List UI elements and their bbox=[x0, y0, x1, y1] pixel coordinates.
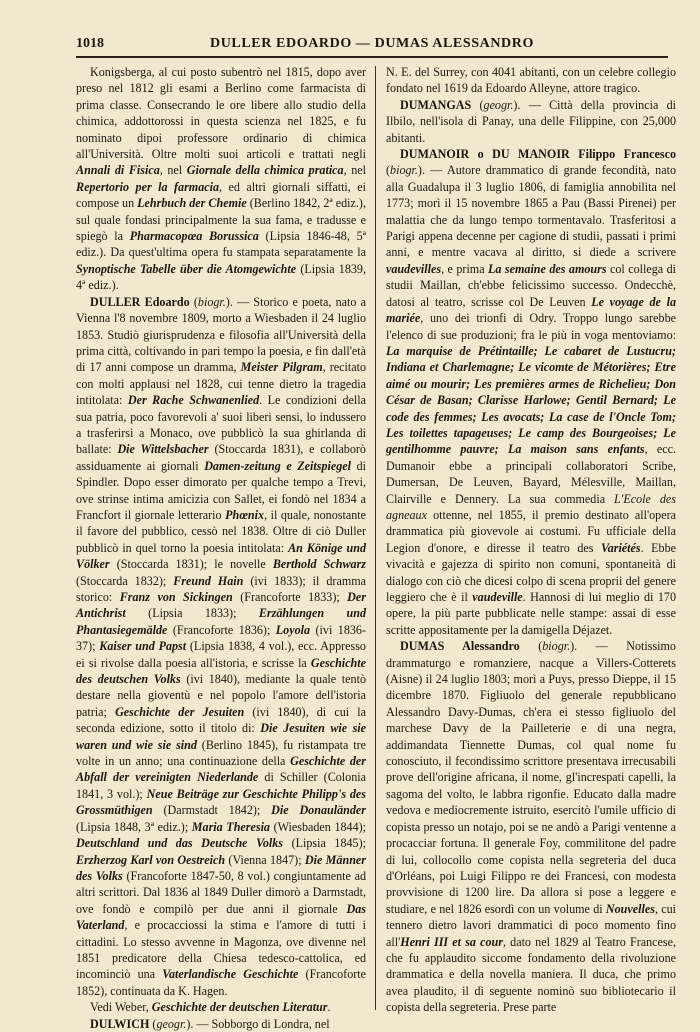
styled-text: Repertorio per la farmacia bbox=[76, 179, 220, 194]
text-run: (Stoccarda 1831), e collaborò assiduamente ai giornali bbox=[76, 442, 366, 473]
styled-text: La semaine des amours bbox=[488, 261, 607, 276]
styled-text: Nouvelles bbox=[605, 901, 655, 916]
text-run: Konigsberga, al cui posto subentrò nel 1815, dopo aver preso nel 1812 gli esami a Berlino come farmacista di prima classe. Consecrando le ore libere allo studio della chimica, addottorossi in questa scienza nel 1825, e fu nominato dipoi professore ordinario di chimica all'Università. Oltre molti suoi articoli e trattati negli bbox=[76, 65, 366, 162]
styled-text: La marquise de Prétintaille; Le cabaret de Lustucru; Indiana et Charlemagne; Le vicomte de Métorières; Etre aimé ou mourir; Les premières armes de Richelieu; Don César de Basan; Clarisse Harlowe; Gentil Bernard; Le code des femmes; Les avocats; La case de l'Oncle Tom; Les toilettes tapageuses; Le camp des Bourgeoises; Le gentilhomme pauvre; La maison sans enfants bbox=[386, 343, 676, 457]
text-run: (Lipsia 1838, 4 vol.), ecc. Appresso ei si rivolse dalla poesia all'istoria, e scrisse la bbox=[76, 639, 366, 670]
styled-text: Phœnix bbox=[225, 507, 265, 522]
text-run: di Spindler. Dopo esser dimorato per qualche tempo a Trevi, ove strinse intima amicizia con Sallet, ei fondò nel 1834 a Francfort il giornale letterario bbox=[76, 458, 366, 522]
paragraph bbox=[76, 294, 366, 999]
text-run: (Darmstadt 1842); bbox=[152, 803, 272, 818]
text-run: , cui tennero dietro lavori drammatici di poco momento fino all' bbox=[386, 901, 677, 949]
text-run: (Vienna 1847); bbox=[225, 852, 305, 867]
text-run: , ecc. Dumanoir ebbe a principali collaboratori Scribe, Dumersan, De Leuven, Bayard, Mélesville, Maillan, Clairville e Dennery. La sua commedia bbox=[386, 442, 676, 506]
styled-text: Erzherzog Karl von Oestreich bbox=[76, 852, 226, 867]
text-run: ). — Sobborgo di Londra, nel bbox=[186, 1016, 330, 1031]
text-run: (Berlino 1845), fu ristampata tre volte in un anno; una continuazione della bbox=[76, 737, 366, 769]
text-run: (Francoforte 1836); bbox=[167, 622, 276, 637]
text-run: ). — Notissimo drammaturgo e romanziere, nacque a Villers-Cotterets (Aisne) il 24 luglio 1803; morì a Puys, presso Dieppe, il 15 dicembre 1870. Figliuolo del generale repubblicano Alessandro Davy-Dumas, ch'era ei stesso figliuolo del marchese Davy de la Pailleterie e di una negra, addimandata Tiennette Dumas, col qual nome fu conosciuto, il fecondissimo scrittore presentava irrecusabili prove dell'origine africana, il nome, gl'increspati capelli, la sagoma del volto, le labbra rigonfie. Educato dalla madre vedova e mediocremente istruito, esercitò l'umile ufficio di copista presso un notajo, poi se ne andò a Parigi ventenne a procacciar fortuna. Il generale Foy, commilitone del padre di lui, collocollo come copista nella segreteria del duca d'Orléans, poi Luigi Filippo re dei Francesi, con modesta provvisione di 1200 lire. Da allora si pose a leggere e studiare, e nel 1826 esordì con un volume di bbox=[386, 639, 676, 916]
styled-text: Synoptische Tabelle über die Atomgewichte bbox=[76, 261, 297, 276]
styled-text: biogr. bbox=[390, 163, 418, 178]
text-run: , dato nel 1829 al Teatro Francese, che fu applaudito siccome fondamento della rivoluzione drammatica e della novella maniera. Il duca, che primo avea plaudito, il dì seguente nominò suo bibliotecario il copista della segreteria. Prese parte bbox=[386, 934, 677, 1015]
styled-text: biogr. bbox=[197, 294, 226, 309]
paragraph bbox=[386, 97, 676, 146]
text-run: (Lipsia 1848, 3ª ediz.); bbox=[76, 819, 192, 834]
styled-text: biogr. bbox=[542, 639, 571, 654]
styled-text: Die Donauländer bbox=[271, 803, 366, 818]
styled-text: geogr. bbox=[483, 97, 514, 112]
text-run: ottenne, nel 1855, il premio destinato all'opera drammatica più giovevole ai costumi. Fu ufficiale della Legion d'onore, e diresse il teatro des bbox=[386, 507, 676, 555]
entry-headword: DULLER Edoardo bbox=[90, 294, 190, 309]
styled-text: Freund Hain bbox=[173, 573, 244, 588]
entry-headword: DULWICH bbox=[90, 1016, 150, 1031]
styled-text: Geschichte der deutschen Literatur bbox=[151, 1000, 328, 1015]
styled-text: An Könige und Völker bbox=[76, 540, 367, 572]
text-run: , e procacciossi la stima e l'amore di tutti i cittadini. Lo stesso avvenne in Magonza, ove divenne nel 1851 predicatore della Chiesa tedesco-cattolica, ed incominciò una bbox=[76, 918, 366, 982]
text-run: col collega di studii Maillan, ch'ebbe felicissimo successo. Ondecchè, datosi al teatro, scrisse col De Leuven bbox=[386, 261, 677, 309]
styled-text: geogr. bbox=[156, 1016, 187, 1031]
styled-text: Kaiser und Papst bbox=[99, 639, 187, 654]
styled-text: Der Rache Schwanenlied bbox=[127, 393, 260, 408]
text-run: , nel bbox=[159, 163, 187, 178]
styled-text: Loyola bbox=[275, 622, 311, 637]
styled-text: Meister Pilgram bbox=[240, 360, 323, 375]
text-run: ( bbox=[519, 639, 543, 654]
styled-text: Franz von Sickingen bbox=[119, 590, 233, 604]
text-run: (Lipsia 1845); bbox=[283, 836, 366, 851]
text-run: , e prima bbox=[441, 261, 489, 276]
styled-text: Das Vaterland bbox=[76, 901, 366, 933]
styled-text: Geschichte des deutschen Volks bbox=[76, 655, 366, 687]
text-run: (Francoforte 1852), continuata da K. Hagen. bbox=[76, 967, 366, 998]
styled-text: Berthold Schwarz bbox=[272, 557, 366, 572]
text-run: N. E. del Surrey, con 4041 abitanti, con un celebre collegio fondato nel 1619 da Edoardo Alleyne, attore tragico. bbox=[386, 65, 676, 96]
paragraph bbox=[386, 64, 676, 97]
text-run: . bbox=[327, 1000, 331, 1015]
text-run: (ivi 1840), mediante la quale tentò destare nella gioventù e nel popolo l'amore dell'istoria patria; bbox=[76, 672, 366, 719]
styled-text: Giornale della chimica pratica bbox=[186, 163, 344, 178]
text-run: ). — Storico e poeta, nato a Vienna l'8 novembre 1809, morto a Wiesbaden il 24 luglio 1853. Studiò giurisprudenza e filosofia all'Università della prima città, coltivando in pari tempo la poesia, e fin dall'età di 17 anni compose un dramma, bbox=[76, 294, 366, 375]
styled-text: vaudevilles bbox=[386, 261, 442, 276]
left-column bbox=[76, 64, 366, 1032]
text-run: (ivi 1833); il dramma storico: bbox=[76, 573, 367, 604]
page-number: 1018 bbox=[76, 36, 104, 51]
styled-text: Der Antichrist bbox=[76, 590, 366, 621]
styled-text: Lehrbuch der Chemie bbox=[137, 196, 247, 211]
text-run: ). — Città della provincia di Ilbilo, nell'isola di Panay, una delle Filippine, con 25,000 abitanti. bbox=[386, 97, 676, 145]
text-run: ( bbox=[149, 1016, 157, 1031]
styled-text: Die Männer des Volks bbox=[76, 852, 367, 883]
text-run: , uno dei trionfi di Odry. Troppo lungo sarebbe l'elenco di sue produzioni; fra le più in voga mentoviamo: bbox=[386, 311, 676, 342]
styled-text: Geschichte der Jesuiten bbox=[115, 704, 245, 719]
styled-text: vaudeville bbox=[472, 590, 523, 604]
styled-text: Vaterlandische Geschichte bbox=[162, 967, 299, 982]
styled-text: Le voyage de la mariée bbox=[386, 294, 676, 326]
right-column bbox=[386, 64, 676, 1016]
paragraph bbox=[386, 638, 676, 1015]
text-run: (Lipsia 1833); bbox=[125, 606, 259, 621]
page-header bbox=[76, 30, 668, 58]
text-run: , recitato con molti applausi nel 1828, cui tenne dietro la tragedia intitolata: bbox=[76, 360, 366, 408]
paragraph bbox=[76, 64, 366, 294]
text-run: . Le condizioni della sua patria, poco favorevoli a' suoi liberi sensi, lo indussero a trasferirsi a Monaco, ove pubblicò la sua ghirlanda di ballate: bbox=[76, 393, 366, 457]
entry-headword: DUMANOIR o DU MANOIR Filippo Francesco bbox=[400, 147, 676, 162]
styled-text: Deutschland und das Deutsche Volks bbox=[76, 836, 283, 851]
text-run: (Lipsia 1846-48, 5ª ediz.). Da quest'ultima opera fu stampata separatamente la bbox=[76, 229, 366, 260]
text-run: . Ebbe vivacità e gajezza di spirito non comuni, spontaneità di dialogo con ciò che dicesi colpo di scena proprii del genere leggiero che è il bbox=[386, 540, 676, 604]
text-run: (Wiesbaden 1844); bbox=[269, 819, 367, 834]
text-run: (Berlino 1842, 2ª ediz.), sul quale fondasi principalmente la sua fama, e tradusse e spiegò la bbox=[76, 196, 366, 244]
text-run: di Schiller (Colonia 1841, 3 vol.); bbox=[76, 770, 366, 801]
styled-text: Neue Beiträge zur Geschichte Philipp's des Grossmüthigen bbox=[76, 786, 366, 818]
paragraph bbox=[76, 999, 366, 1015]
text-run: , ed altri giornali siffatti, ei compose un bbox=[76, 179, 367, 211]
styled-text: Pharmacopœa Borussica bbox=[129, 229, 259, 244]
text-run: (Stoccarda 1831); le novelle bbox=[109, 557, 273, 572]
text-run: ( bbox=[189, 294, 198, 309]
text-run: ( bbox=[386, 163, 391, 178]
styled-text: Erzählungen und Phantasiegemälde bbox=[76, 606, 366, 637]
styled-text: Henri III et sa cour bbox=[400, 934, 503, 949]
text-run: (Stoccarda 1832); bbox=[76, 573, 174, 588]
text-run: , il quale, nonostante il favore del pubblico, cessò nel 1838. Oltre di ciò Duller pubblicò in quel torno la poesia intitolata: bbox=[76, 507, 366, 555]
text-run: , nel bbox=[343, 163, 366, 178]
styled-text: Geschichte der Abfall der vereinigten Niederlande bbox=[76, 754, 366, 785]
text-run: (Lipsia 1839, 4ª ediz.). bbox=[76, 261, 367, 293]
text-run: (ivi 1840), di cui la seconda edizione, sotto il titolo di: bbox=[76, 704, 366, 736]
entry-headword: DUMANGAS bbox=[400, 97, 472, 112]
column-divider bbox=[375, 66, 376, 1010]
text-run: (Francoforte 1833); bbox=[232, 590, 348, 604]
text-run: . Hannosi di lui meglio di 170 opere, la più parte pubblicate nelle stampe: assai di esse scritte appositamente per la damigella Déjazet. bbox=[386, 590, 676, 637]
text-run: (ivi 1836-37); bbox=[76, 622, 366, 654]
styled-text: Die Jesuiten wie sie waren und wie sie sind bbox=[76, 721, 367, 752]
styled-text: Annali di Fisica bbox=[76, 163, 160, 178]
paragraph bbox=[386, 146, 676, 638]
styled-text: Maria Theresia bbox=[191, 819, 270, 834]
text-run: Vedi Weber, bbox=[90, 1000, 152, 1015]
text-run: ( bbox=[471, 97, 484, 112]
running-head: DULLER EDOARDO — DUMAS ALESSANDRO bbox=[210, 36, 534, 51]
text-run: (Francoforte 1847-50, 8 vol.) congiuntamente ad altri scrittori. Dal 1836 al 1849 Duller dimorò a Darmstadt, ove fondò e compilò per due anni il giornale bbox=[76, 868, 367, 916]
styled-text: L'Ecole des agneaux bbox=[386, 491, 676, 522]
text-run: ). — Autore drammatico di grande fecondità, nato alla Guadalupa il 3 luglio 1806, di famiglia annobilita nel 1773; morì il 15 novembre 1865 a Pau (Bassi Pirenei) per malattia che da lungo tempo tormentavalo. Trasferitosi a Parigi appena decenne per cagione di studii, passati i primi anni, e mentre vacava al diritto, si diede a scrivere bbox=[386, 163, 676, 260]
entry-headword: DUMAS Alessandro bbox=[400, 639, 520, 654]
styled-text: Die Wittelsbacher bbox=[117, 442, 209, 457]
styled-text: Damen-zeitung e Zeitspiegel bbox=[204, 458, 352, 473]
styled-text: Variétés bbox=[600, 540, 641, 555]
